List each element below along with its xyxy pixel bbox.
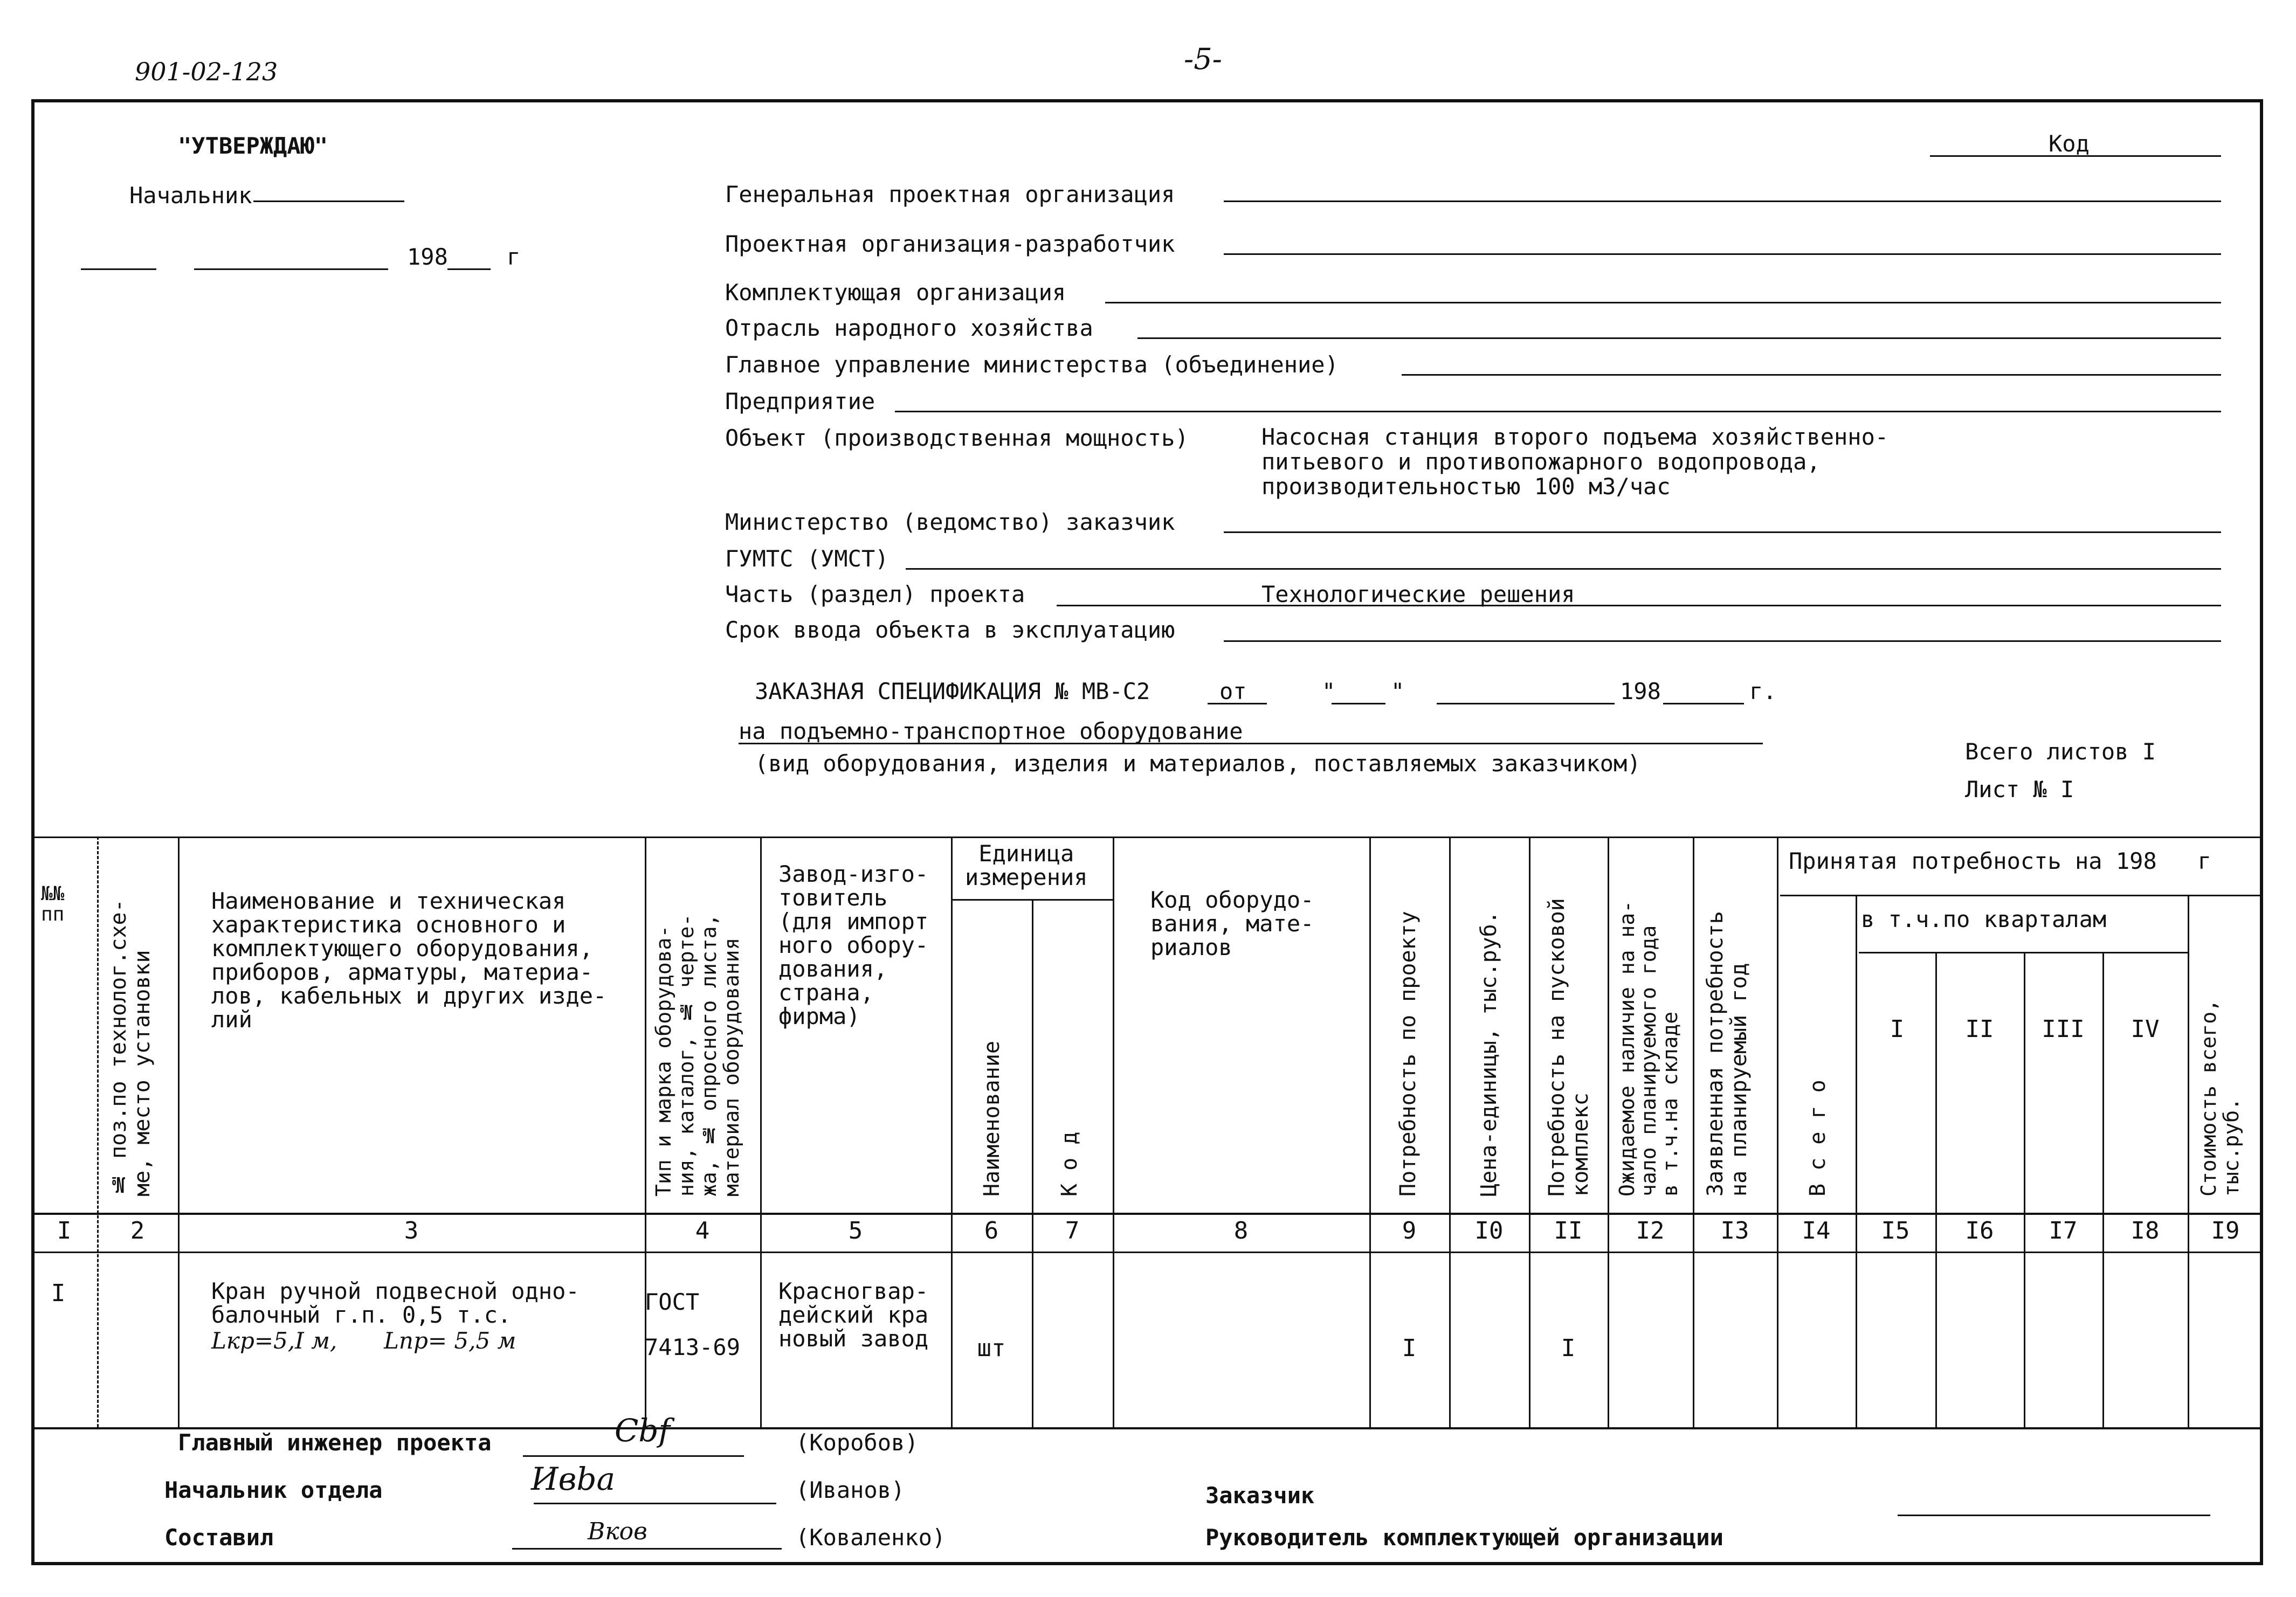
sig-head-dept-name: (Иванов) [796, 1477, 905, 1503]
col-number: I3 [1720, 1217, 1749, 1245]
col-number: I6 [1965, 1217, 1994, 1245]
col-number: I5 [1881, 1217, 1910, 1245]
header-maker: Завод-изго- товитель (для импорт ного обору- дования, страна, фирма) [778, 861, 929, 1029]
field-deadline: Срок ввода объекта в эксплуатацию [725, 617, 1175, 643]
col-number: 2 [130, 1217, 145, 1245]
field-industry: Отрасль народного хозяйства [725, 315, 1093, 341]
spec-year: 198 [1620, 678, 1661, 704]
head-org-label: Руководитель комплектующей организации [1205, 1524, 1723, 1551]
approval-title: "УТВЕРЖДАЮ" [178, 133, 328, 159]
col-number: 7 [1065, 1217, 1080, 1245]
header-equipment-code: Код оборудо- вания, мате- риалов [1150, 887, 1314, 960]
field-gumts: ГУМТС (УМСТ) [725, 545, 889, 572]
sig-chief-engineer-name: (Коробов) [796, 1429, 919, 1456]
compiled-signature-mark: Вков [588, 1518, 647, 1545]
sheet-number: Лист № I [1965, 776, 2074, 803]
row-need-project: I [1402, 1335, 1417, 1362]
spec-year-suffix: г. [1749, 678, 1777, 704]
col-number: 5 [848, 1217, 863, 1245]
field-main-dept: Главное управление министерства (объединение) [725, 351, 1339, 378]
field-general-org: Генеральная проектная организация [725, 181, 1175, 208]
customer-label: Заказчик [1205, 1482, 1315, 1509]
field-object-label: Объект (производственная мощность) [725, 425, 1189, 451]
page-number: -5- [1184, 42, 1222, 76]
header-position: № поз.по технолог.схе- ме, место установки [106, 899, 155, 1197]
col-number: 6 [984, 1217, 999, 1245]
sig-compiled-name: (Коваленко) [796, 1524, 946, 1551]
col-number: I4 [1802, 1217, 1831, 1245]
total-sheets: Всего листов I [1965, 738, 2156, 765]
document-frame [31, 99, 2263, 1565]
col-number: I9 [2211, 1217, 2240, 1245]
col-number: II [1554, 1217, 1583, 1245]
header-name: Наименование и техническая характеристика основного и комплектующего оборудования, приборов, арматуры, материа- лов, кабельных и других изде- лий [211, 888, 607, 1033]
header-quarter-group: в т.ч.по кварталам [1861, 906, 2107, 932]
row-params-b: Lпр= 5,5 м [384, 1328, 516, 1354]
field-complete-org: Комплектующая организация [725, 279, 1066, 306]
col-number: 9 [1402, 1217, 1417, 1245]
code-label: Код [2049, 130, 2090, 157]
row-params-a: Lкр=5,I м, [211, 1328, 337, 1354]
header-declared-need: Заявленная потребность на планируемый год [1703, 911, 1752, 1197]
head-dept-signature-mark: Ивba [531, 1461, 616, 1497]
document-code: 901-02-123 [135, 57, 278, 86]
col-number: I0 [1474, 1217, 1504, 1245]
header-expected-stock: Ожидаемое наличие на на- чало планируемого года в т.ч.на складе [1615, 900, 1682, 1197]
header-accepted-group: Принятая потребность на 198 г [1789, 848, 2211, 874]
spec-quote-open: " [1322, 678, 1336, 704]
row-unit: шт [977, 1335, 1006, 1362]
sig-chief-engineer-role: Главный инженер проекта [178, 1429, 492, 1456]
header-unit-name: Наименование [980, 1041, 1004, 1197]
col-number: I7 [2049, 1217, 2078, 1245]
col-number: I [57, 1217, 72, 1245]
field-part-value: Технологические решения [1261, 581, 1575, 607]
spec-from: от [1219, 678, 1247, 704]
header-q4: IV [2130, 1015, 2160, 1043]
row-name: Кран ручной подвесной одно- балочный г.п. 0,5 т.с. [211, 1278, 580, 1328]
sig-head-dept-role: Начальник отдела [164, 1477, 383, 1503]
col-number: I2 [1636, 1217, 1665, 1245]
header-q2: II [1965, 1015, 1994, 1043]
col-number: I8 [2130, 1217, 2160, 1245]
field-object-value: Насосная станция второго подъема хозяйственно- питьевого и противопожарного водопровода, производительностью 100 м3/час [1261, 424, 1889, 500]
spec-subject: на подъемно-транспортное оборудование [739, 718, 1243, 744]
header-unit-code: К о д [1057, 1131, 1082, 1197]
row-pos: I [51, 1280, 66, 1307]
header-type: Тип и марка оборудова- ния, каталог, № черте- жа, № опросного листа, материал оборудования [652, 914, 743, 1197]
col-number: 3 [404, 1217, 419, 1245]
approval-head: Начальник [129, 182, 252, 209]
field-part: Часть (раздел) проекта [725, 581, 1025, 607]
header-unit-group: Единица измерения [965, 840, 1088, 890]
header-total: В с е г о [1805, 1080, 1830, 1197]
approval-year: 198 [407, 244, 448, 270]
sig-compiled-role: Составил [164, 1524, 274, 1551]
header-unit-price: Цена-единицы, тыс.руб. [1477, 911, 1501, 1197]
spec-title: ЗАКАЗНАЯ СПЕЦИФИКАЦИЯ № МВ-С2 [755, 678, 1150, 704]
approval-year-suffix: г [507, 244, 521, 270]
field-design-org: Проектная организация-разработчик [725, 231, 1175, 257]
chief-engineer-signature-mark: Сbf [615, 1412, 670, 1449]
row-maker: Красногвар- дейский кра новый завод [778, 1278, 929, 1352]
header-number: №№ пп [41, 883, 65, 925]
spec-subject-caption: (вид оборудования, изделия и материалов, поставляемых заказчиком) [755, 750, 1641, 777]
row-need-launch: I [1561, 1335, 1576, 1362]
field-ministry: Министерство (ведомство) заказчик [725, 509, 1175, 535]
field-enterprise: Предприятие [725, 388, 875, 414]
header-q1: I [1890, 1015, 1905, 1043]
header-q3: III [2042, 1015, 2085, 1043]
col-number: 8 [1233, 1217, 1249, 1245]
row-type: ГОСТ 7413-69 [645, 1289, 741, 1360]
spec-quote-close: " [1391, 678, 1405, 704]
col-number: 4 [695, 1217, 710, 1245]
header-need-launch: Потребность на пусковой комплекс [1545, 898, 1593, 1197]
header-need-project: Потребность по проекту [1396, 911, 1421, 1197]
header-cost: Стоимость всего, тыс.руб. [2197, 999, 2243, 1197]
